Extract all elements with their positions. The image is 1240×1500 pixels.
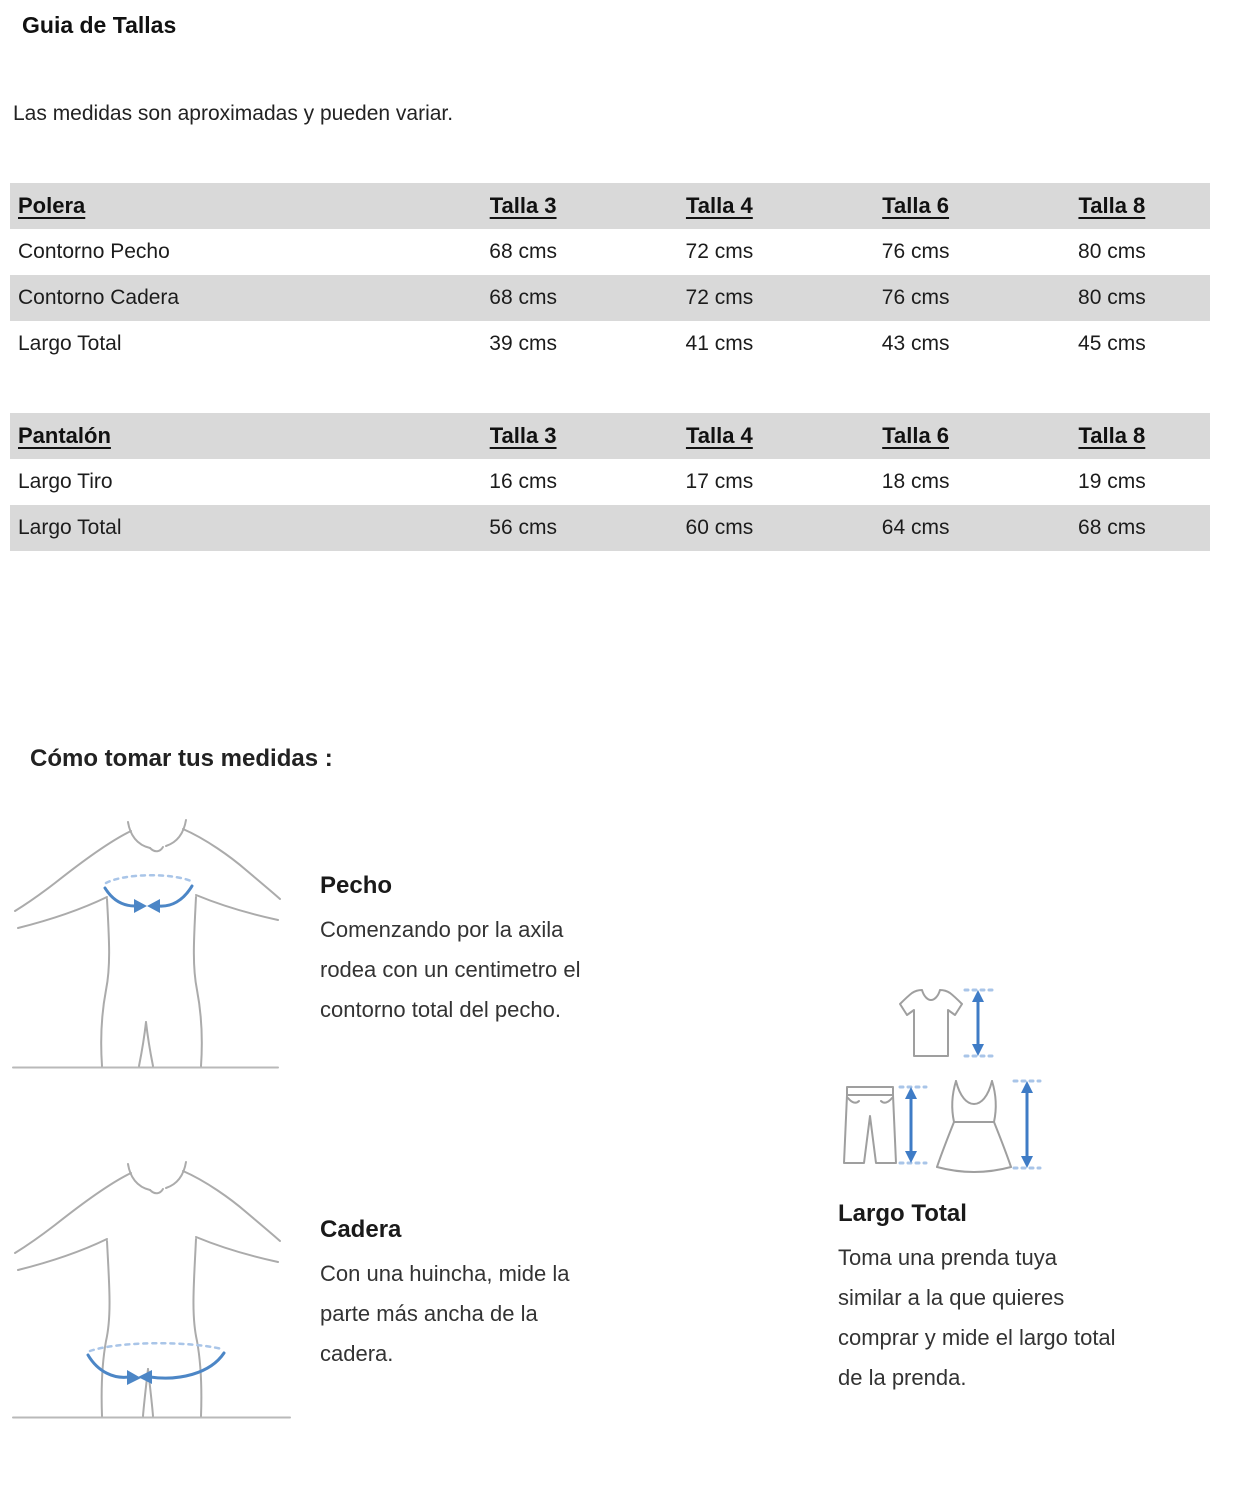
measure-title-cadera: Cadera [320,1216,402,1243]
cell-value: 76 cms [881,286,950,309]
column-header: Talla 3 [489,423,557,448]
measure-text-line: cadera. [320,1341,394,1366]
back-body-hip-measure-icon [8,1157,298,1422]
dress-icon [937,1081,1011,1172]
table-title-polera: Polera [18,193,86,218]
column-header: Talla 4 [685,193,753,218]
column-header: Talla 6 [882,193,950,218]
measure-text-line: Con una huincha, mide la [320,1261,570,1286]
table-row [10,459,1210,505]
measure-text-line: de la prenda. [838,1365,967,1390]
cell-value: 19 cms [1078,470,1146,493]
measure-text-line: parte más ancha de la [320,1301,538,1326]
cell-value: 45 cms [1078,332,1146,355]
table-row [10,505,1210,551]
length-arrow-icon [1014,1081,1040,1168]
cell-value: 18 cms [881,470,950,493]
table-row [10,275,1210,321]
measure-text-line: Comenzando por la axila [320,917,564,942]
measure-block-cadera [320,1216,570,1374]
table-header-row [10,183,1210,229]
row-label: Largo Tiro [18,470,113,493]
cell-value: 76 cms [881,240,950,263]
measure-title-pecho: Pecho [320,872,393,899]
column-header: Talla 8 [1078,423,1146,448]
cell-value: 68 cms [489,286,557,309]
row-label: Contorno Cadera [18,286,180,309]
cell-value: 41 cms [685,332,754,355]
tshirt-icon [900,990,962,1056]
section-heading-how-to-measure: Cómo tomar tus medidas : [30,745,333,772]
garment-length-icons [840,982,1045,1177]
page-title: Guia de Tallas [22,12,177,38]
measure-text-line: rodea con un centimetro el [320,957,581,982]
measure-block-pecho [320,872,581,1030]
measure-text-line: contorno total del pecho. [320,997,561,1022]
cell-value: 39 cms [489,332,557,355]
cell-value: 43 cms [881,332,950,355]
cell-value: 60 cms [685,516,754,539]
row-label: Largo Total [18,332,122,355]
measure-text-line: similar a la que quieres [838,1285,1065,1310]
length-arrow-icon [900,1087,926,1163]
row-label: Contorno Pecho [18,240,170,263]
measure-text-line: Toma una prenda tuya [838,1245,1057,1270]
cell-value: 80 cms [1078,286,1146,309]
measure-text-line: comprar y mide el largo total [838,1325,1116,1350]
column-header: Talla 8 [1078,193,1146,218]
table-row [10,321,1210,367]
length-arrow-icon [965,990,992,1056]
page-subtitle: Las medidas son aproximadas y pueden variar. [13,102,454,125]
cell-value: 56 cms [489,516,557,539]
row-label: Largo Total [18,516,122,539]
measure-block-largo-total [838,1200,1116,1398]
cell-value: 16 cms [489,470,557,493]
column-header: Talla 3 [489,193,557,218]
cell-value: 64 cms [881,516,950,539]
cell-value: 72 cms [685,286,754,309]
measure-title-largo-total: Largo Total [838,1200,967,1227]
cell-value: 72 cms [685,240,754,263]
table-header-row [10,413,1210,459]
cell-value: 80 cms [1078,240,1146,263]
cell-value: 68 cms [489,240,557,263]
table-row [10,229,1210,275]
size-table-pantalon [10,413,1210,551]
pants-icon [844,1087,896,1163]
cell-value: 17 cms [685,470,754,493]
front-body-chest-measure-icon [10,815,285,1070]
column-header: Talla 4 [685,423,753,448]
table-title-pantalon: Pantalón [18,423,111,448]
column-header: Talla 6 [882,423,950,448]
cell-value: 68 cms [1078,516,1146,539]
size-table-polera [10,183,1210,367]
